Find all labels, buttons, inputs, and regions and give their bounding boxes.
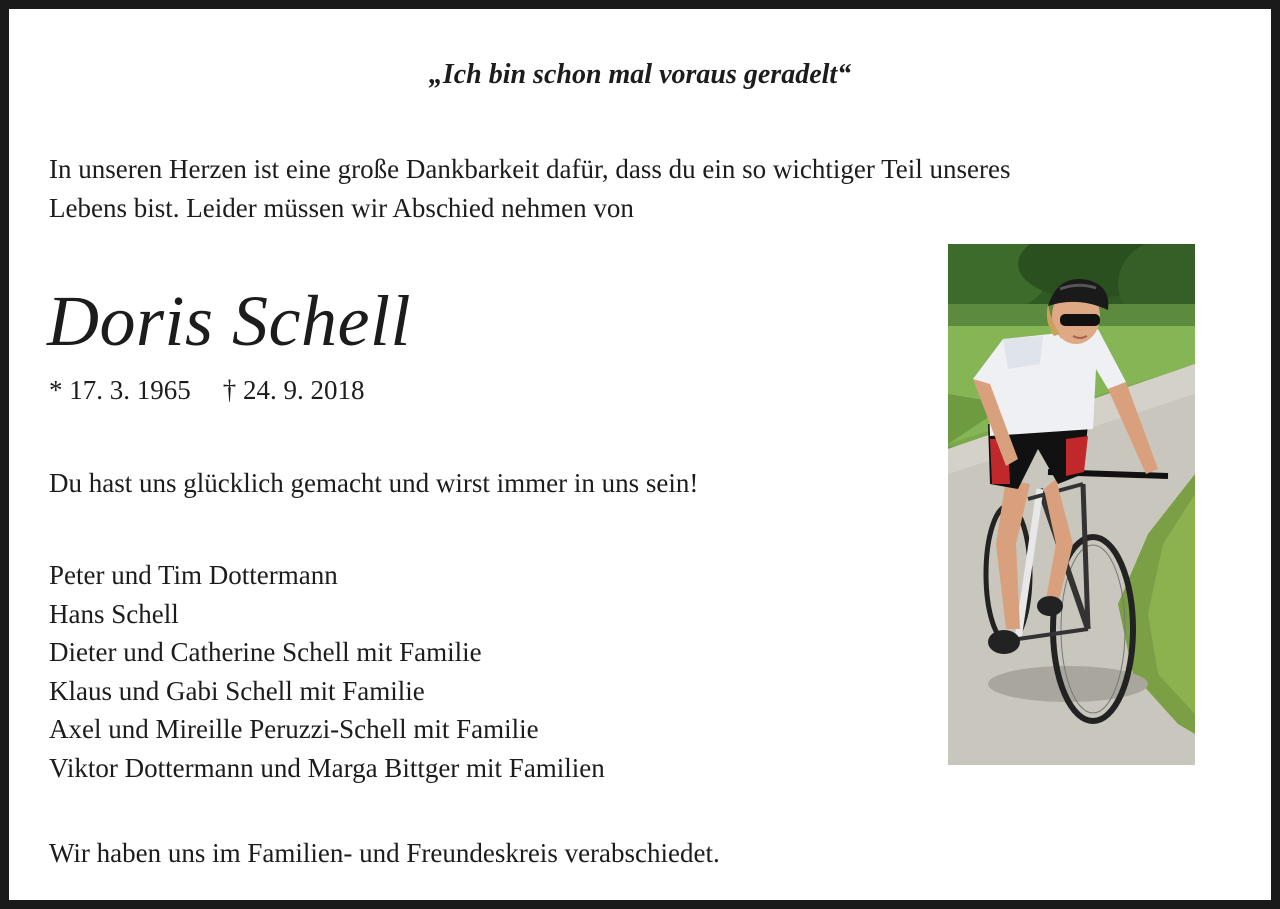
cyclist-photo [948, 244, 1195, 765]
intro-line: In unseren Herzen ist eine große Dankbarkeit dafür, dass du ein so wichtiger Teil unseres [49, 154, 1011, 184]
mourners-list [49, 556, 605, 787]
life-dates [49, 372, 365, 408]
intro-text [49, 150, 1199, 228]
motto-quote: „Ich bin schon mal voraus geradelt“ [428, 59, 852, 90]
closing-note: Wir haben uns im Familien- und Freundeskreis verabschiedet. [49, 838, 720, 868]
farewell-message: Du hast uns glücklich gemacht und wirst immer in uns sein! [49, 468, 699, 498]
obituary-notice [9, 9, 1271, 900]
death-date: † 24. 9. 2018 [222, 375, 365, 405]
mourner-line: Peter und Tim Dottermann [49, 560, 338, 590]
mourner-line: Viktor Dottermann und Marga Bittger mit Familien [49, 752, 605, 783]
mourner-line: Klaus und Gabi Schell mit Familie [49, 675, 425, 706]
mourner-line: Dieter und Catherine Schell mit Familie [49, 637, 482, 667]
mourner-line: Hans Schell [49, 598, 179, 629]
mourner-line: Axel und Mireille Peruzzi-Schell mit Familie [49, 714, 539, 744]
intro-line: Lebens bist. Leider müssen wir Abschied nehmen von [49, 193, 634, 223]
deceased-name: Doris Schell [47, 281, 411, 361]
birth-date: * 17. 3. 1965 [49, 375, 191, 405]
